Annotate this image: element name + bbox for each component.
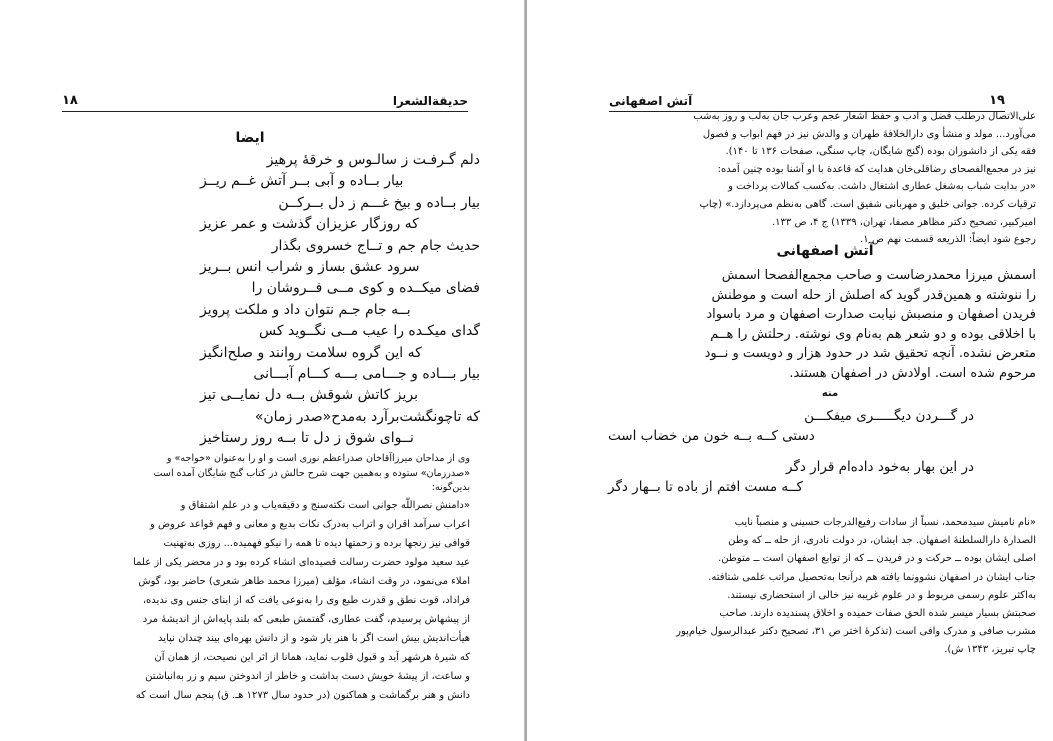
bio-line: فراداد، قوت نطق و قدرت طبع وی را به‌نوعی یافت که از ابنای جنس وی ندیده، xyxy=(142,595,470,606)
verse-line: بریز کاتش شوقش بــه دل نمایــی تیز xyxy=(200,387,419,404)
note-line: می‌آورد... مولد و منشأ وی دارالخلافهٔ طهران و والدش نیز در فهم ابواب و فصول xyxy=(702,128,1036,140)
bio-line: را ننوشته و همین‌قدر گوید که اصلش از حله است و موطنش xyxy=(711,287,1036,303)
verse-line: که روزگار عزیزان گذشت و عمر عزیز xyxy=(200,216,419,233)
note-line: علی‌الاتصال درطلب فضل و ادب و حفظ اشعار عجم وعرب جان به‌لب و روز به‌شب xyxy=(693,111,1036,122)
footnote-line: صحبتش بسیار میسر شده الحق صفات حمیده و اخلاق پسندیده دارند. صاحب xyxy=(719,608,1036,620)
verse-line: فضای میکــده و کوی مــی فــروشان را xyxy=(251,280,480,297)
bio-line: هیأت‌اندیش بیش است اگر با هنر یار شود و از دانش بهره‌ای بیند چندان نپاید xyxy=(158,633,470,644)
left-intro-note xyxy=(82,452,470,481)
verse-line: در این بهار به‌خود داده‌ام قرار دگر xyxy=(785,458,974,475)
footnote-line: الصدارهٔ دارالسلطنهٔ اصفهان. جد ایشان، در دولت نادری، از حله ــ که وطن xyxy=(728,535,1036,547)
verse-line: نــوای شوق ز دل تا بــه روز رستاخیز xyxy=(200,430,414,447)
bio-line: عید سعید مولود حضرت رسالت قصیده‌ای انشاء کرده بود و در محضر یکی از علما xyxy=(133,557,470,568)
footnote-line: «نام ناميش سیدمحمد، نسباً از سادات رفیع‌الدرجات حسینی و منصباً نایب‌ xyxy=(734,517,1036,528)
right-biography-text xyxy=(610,266,1036,384)
left-page-header xyxy=(62,82,468,112)
right-page-number: ۱۹ xyxy=(989,93,1005,108)
bio-line: اعراب سرآمد اقران و اتراب به‌درک نکات بدیع و معانی و فهم قواعد عروض و xyxy=(149,519,470,530)
bio-line: از پیشهاش پرسیدم، گفت عطاری، گفتمش طبعی که بلند پایه‌اش از اندیشهٔ مرد xyxy=(142,614,470,625)
bio-line: «دامنش نصراللّه جوانی است نکته‌سنج و دقیقه‌یاب و در علم اشتقاق و xyxy=(180,500,470,511)
verse-line: بیار بــاده و آبی بــر آتش غــم ریــز xyxy=(200,173,404,190)
left-page-title: حدیقة‌الشعرا xyxy=(392,94,468,108)
bio-line: مرحوم شده است. اولادش در اصفهان هستند. xyxy=(789,365,1036,381)
left-poem-heading: ایضا xyxy=(235,130,265,146)
bio-line: و ساعت، از پیشهٔ خویش دست بداشت و خاطر از اندوختن سیم و زر به‌انباشتن xyxy=(145,671,470,682)
verse-line: بیار بــاده و بیخ غـــم ز دل بــرکــن xyxy=(278,194,480,211)
verse-line: گدای میکـده را عیب مــی نگــوید کس xyxy=(259,323,480,340)
bio-line: اسمش میرزا محمدرضاست و صاحب مجمع‌الفصحا اسمش xyxy=(721,268,1036,283)
verse-line: دلم گـرفـت ز سالـوس و خرقهٔ پرهیز xyxy=(266,152,480,168)
left-biography-text xyxy=(82,496,470,705)
footnote-line: به‌اکثر علوم رسمی مربوط و در علوم غریبه نیز خالی از استحضاری نیستند. xyxy=(727,589,1036,601)
section-title: آتش اصفهانی xyxy=(776,243,874,259)
note-line: نیز در مجمع‌الفصحای رضاقلی‌خان هدایت که قاعدة با او آشنا بوده چنین آمده: xyxy=(717,163,1036,175)
bio-line: قوافی نیز رنجها برده و زحمتها دیده تا همه را نیکو فهمیده... روزی به‌تهنیت xyxy=(163,538,470,549)
bio-line: املاء می‌نمود، در وقت انشاء، مؤلف (میرزا محمد طاهر شعری) حاضر بود، گوش xyxy=(138,576,470,587)
footnote-line: مشرب صافی و مدرک وافی است (تذکرهٔ اختر ص ۳۱، تصحیح دکتر عبدالرسول خیام‌پور xyxy=(676,626,1036,638)
verse-line: سرود عشق بساز و شراب انس بــریز xyxy=(200,259,420,276)
verse-line: کــه مست افتم از باده تا بــهار دگر xyxy=(608,479,803,496)
right-footnote xyxy=(610,514,1036,660)
verse-line: که تاچونگشت‌برآرد به‌مدح«صدر زمان» xyxy=(254,408,480,425)
left-intro-note-end xyxy=(82,481,470,496)
footnote-line: اصلی ایشان بوده ــ حرکت و در فریدن ــ که از توابع اصفهان است ــ متوطن. xyxy=(718,553,1036,565)
note-line: امیرکبیر، تصحیح دکتر مظاهر مصفا، تهران، ۱۳۳۹) ج ۴، ص ۱۳۳. xyxy=(771,216,1036,228)
bio-line: متعرض نشده. آنچه تحقیق شد در حدود هزار و دویست و نــود xyxy=(704,346,1036,362)
bio-line: دانش و هنر برگماشت و هماکنون (در حدود سال ۱۲۷۳ هـ. ق) پنجم سال است که xyxy=(135,690,470,701)
verse-line: در گـــردن دیگـــــری میفکـــن xyxy=(804,408,974,424)
verse-line: بــه جام جـم نتوان داد و ملکت پرویز xyxy=(200,301,411,318)
note-line: «در بدایت شباب به‌شغل عطاری اشتغال داشت. به‌کسب کمالات پرداخت و xyxy=(728,181,1036,193)
footnote-line: جناب ایشان در اصفهان نشوونما یافته هم درآنجا به‌تحصیل مراتب علمی شتافته. xyxy=(708,571,1036,583)
right-poem-verses xyxy=(608,406,974,498)
note-line: فقه یکی از دانشوران بوده (گنج شایگان، چاپ سنگی، صفحات ۱۳۶ تا ۱۴۰). xyxy=(725,146,1036,158)
note-line: «صدرزمان» ستوده و به‌همین جهت شرح حالش در کتاب گنج شایگان آمده است xyxy=(153,467,470,479)
verse-gap xyxy=(608,447,974,457)
note-line: بدین‌گونه: xyxy=(431,482,470,493)
footnote-line: چاپ تبریز، ۱۳۴۳ ش). xyxy=(944,644,1036,656)
note-line: ترقیات کرده. جوانی خلیق و مهربانی شفیق است. گاهی به‌نظم می‌پردازد.» (چاپ xyxy=(699,198,1036,210)
bio-line: که شیرهٔ هرشهر آید و قبول قلوب نماید، همانا از اثر این نصیحت، از همان آن xyxy=(154,652,470,663)
left-page-number: ۱۸ xyxy=(62,93,78,108)
note-line: وی از مداحان میرزاآقاخان صدراعظم نوری است و او را به‌عنوان «خواجه» و xyxy=(166,453,470,464)
bio-line: فریدن اصفهان و منصبش نیابت صدارت اصفهان و مرد باسواد xyxy=(706,307,1036,323)
note-line: رجوع شود ایضاً: الذریعه قسمت نهم ص ۱. xyxy=(860,234,1036,246)
verse-line: دستی کــه بــه خون من خضاب است xyxy=(608,428,815,445)
bio-line: با اخلاقی بوده و دو شعر هم به‌نام وی نوشته. رحلتش را هــم xyxy=(710,326,1036,342)
verse-line: بیار بـــاده و جـــامی بـــه کـــام آبـــانی xyxy=(253,366,480,383)
left-poem-verses xyxy=(200,150,480,450)
verses-label: منه xyxy=(821,388,839,399)
right-page-title: آتش اصفهانی xyxy=(609,94,693,108)
verse-line: که این گروه سلامت روانند و صلح‌انگیز xyxy=(200,344,422,361)
right-continued-notes xyxy=(610,108,1036,249)
verse-line: حدیث جام جم و تــاج خسروی بگذار xyxy=(271,237,480,254)
